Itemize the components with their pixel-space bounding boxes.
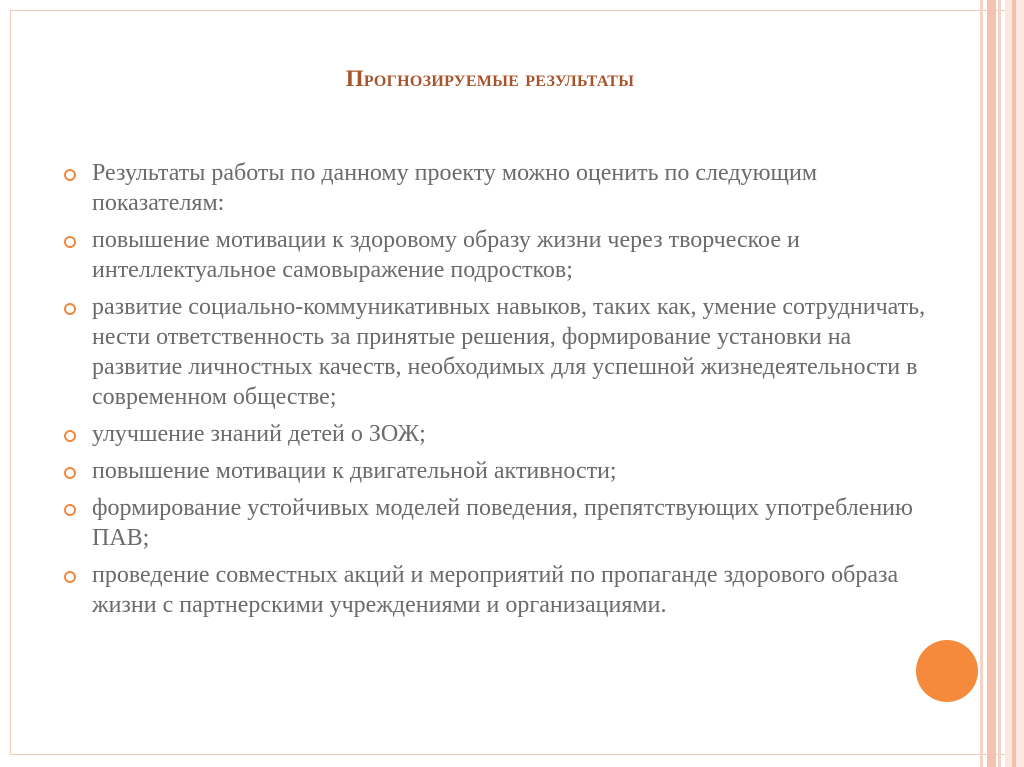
slide-title: Прогнозируемые результаты <box>345 66 635 91</box>
ring-bullet-icon <box>64 169 76 181</box>
list-item-text: проведение совместных акций и мероприятий по пропаганде здорового образа жизни с партнерскими учреждениями и организациями. <box>92 562 899 618</box>
list-item-text: улучшение знаний детей о ЗОЖ; <box>92 421 426 447</box>
list-item <box>62 292 942 412</box>
list-item <box>62 225 942 285</box>
decorative-stripe <box>998 0 1001 767</box>
ring-bullet-icon <box>64 571 76 583</box>
list-item <box>62 158 942 218</box>
ring-bullet-icon <box>64 303 76 315</box>
ring-bullet-icon <box>64 467 76 479</box>
list-item-text: повышение мотивации к двигательной активности; <box>92 458 617 484</box>
decorative-stripe <box>980 0 983 767</box>
decorative-stripe <box>987 0 996 767</box>
decorative-stripe <box>1012 0 1016 767</box>
list-item <box>62 493 942 553</box>
list-item <box>62 560 942 620</box>
list-item-text: развитие социально-коммуникативных навыков, таких как, умение сотрудничать, нести ответственность за принятые решения, формирование установки на развитие личностных качеств, необходимых для успешной жизнедеятельности в современном обществе; <box>92 294 926 410</box>
ring-bullet-icon <box>64 236 76 248</box>
list-item-text: Результаты работы по данному проекту можно оценить по следующим показателям: <box>92 160 818 216</box>
bullet-list <box>62 158 942 627</box>
list-item <box>62 456 942 486</box>
ring-bullet-icon <box>64 504 76 516</box>
list-item <box>62 419 942 449</box>
orange-circle-decoration <box>916 640 978 702</box>
list-item-text: повышение мотивации к здоровому образу жизни через творческое и интеллектуальное самовыражение подростков; <box>92 227 800 283</box>
ring-bullet-icon <box>64 430 76 442</box>
list-item-text: формирование устойчивых моделей поведения, препятствующих употреблению ПАВ; <box>92 495 913 551</box>
